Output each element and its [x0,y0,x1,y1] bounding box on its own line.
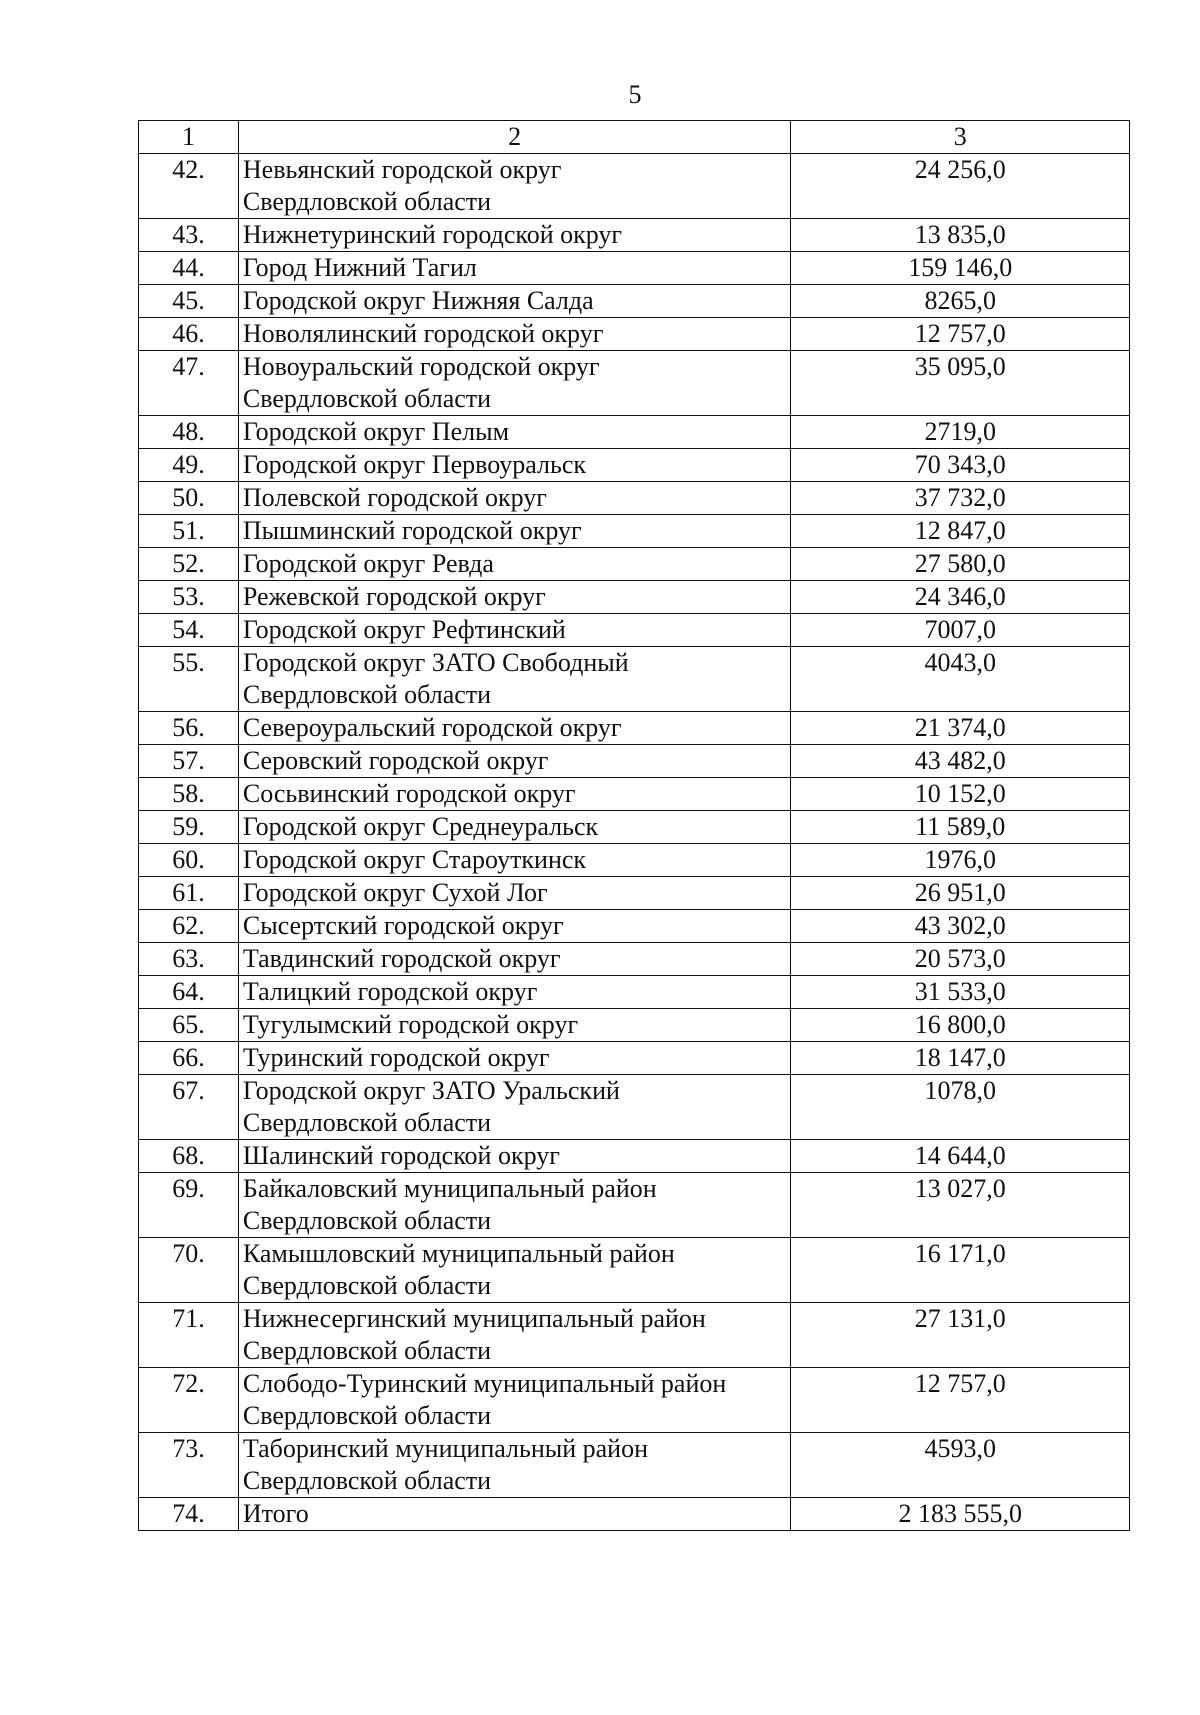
row-name-cell: Городской округ Рефтинский [238,614,790,647]
row-value-cell: 35 095,0 [791,351,1130,416]
row-number-cell: 53. [139,581,239,614]
row-name-cell: Тавдинский городской округ [238,943,790,976]
row-name-cell: Шалинский городской округ [238,1140,790,1173]
row-number-cell: 51. [139,515,239,548]
row-name-cell: Городской округ Ревда [238,548,790,581]
row-value-cell: 13 835,0 [791,219,1130,252]
row-name-cell: Новоуральский городской округ Свердловской области [238,351,790,416]
table-row [139,1498,1130,1531]
row-name-cell: Городской округ ЗАТО Уральский Свердловской области [238,1075,790,1140]
row-number-cell: 58. [139,778,239,811]
row-value-cell: 27 131,0 [791,1303,1130,1368]
column-header-name: 2 [238,121,790,154]
row-number-cell: 45. [139,285,239,318]
row-name-cell: Тугулымский городской округ [238,1009,790,1042]
row-value-cell: 4593,0 [791,1433,1130,1498]
row-name-cell: Новолялинский городской округ [238,318,790,351]
table-row [139,614,1130,647]
row-name-cell: Полевской городской округ [238,482,790,515]
row-name-cell: Нижнесергинский муниципальный район Свердловской области [238,1303,790,1368]
table-row [139,351,1130,416]
row-value-cell: 26 951,0 [791,877,1130,910]
row-name-cell: Североуральский городской округ [238,712,790,745]
row-name-cell: Серовский городской округ [238,745,790,778]
table-row [139,318,1130,351]
table-row [139,877,1130,910]
table-row [139,1042,1130,1075]
row-number-cell: 61. [139,877,239,910]
table-row [139,647,1130,712]
row-name-cell: Городской округ ЗАТО Свободный Свердловской области [238,647,790,712]
table-row [139,285,1130,318]
row-number-cell: 60. [139,844,239,877]
row-number-cell: 52. [139,548,239,581]
row-number-cell: 74. [139,1498,239,1531]
row-number-cell: 47. [139,351,239,416]
row-name-cell: Слободо-Туринский муниципальный район Свердловской области [238,1368,790,1433]
row-number-cell: 62. [139,910,239,943]
row-value-cell: 12 757,0 [791,318,1130,351]
row-value-cell: 18 147,0 [791,1042,1130,1075]
row-number-cell: 63. [139,943,239,976]
row-name-cell: Городской округ Староуткинск [238,844,790,877]
row-value-cell: 2 183 555,0 [791,1498,1130,1531]
table-row [139,581,1130,614]
row-number-cell: 73. [139,1433,239,1498]
row-name-cell: Городской округ Нижняя Салда [238,285,790,318]
row-value-cell: 24 346,0 [791,581,1130,614]
row-name-cell: Итого [238,1498,790,1531]
row-value-cell: 14 644,0 [791,1140,1130,1173]
row-number-cell: 50. [139,482,239,515]
table-row [139,1140,1130,1173]
row-name-cell: Городской округ Сухой Лог [238,877,790,910]
row-name-cell: Байкаловский муниципальный район Свердловской области [238,1173,790,1238]
row-value-cell: 1078,0 [791,1075,1130,1140]
row-number-cell: 44. [139,252,239,285]
column-header-number: 1 [139,121,239,154]
row-value-cell: 43 482,0 [791,745,1130,778]
row-value-cell: 43 302,0 [791,910,1130,943]
row-value-cell: 12 757,0 [791,1368,1130,1433]
table-body [139,154,1130,1531]
row-value-cell: 7007,0 [791,614,1130,647]
row-number-cell: 48. [139,416,239,449]
row-number-cell: 69. [139,1173,239,1238]
row-name-cell: Городской округ Первоуральск [238,449,790,482]
row-number-cell: 66. [139,1042,239,1075]
row-value-cell: 16 171,0 [791,1238,1130,1303]
row-name-cell: Талицкий городской округ [238,976,790,1009]
row-value-cell: 21 374,0 [791,712,1130,745]
table-row [139,745,1130,778]
row-name-cell: Сысертский городской округ [238,910,790,943]
row-name-cell: Туринский городской округ [238,1042,790,1075]
table-row [139,844,1130,877]
row-number-cell: 70. [139,1238,239,1303]
row-name-cell: Пышминский городской округ [238,515,790,548]
row-name-cell: Невьянский городской округ Свердловской области [238,154,790,219]
row-value-cell: 70 343,0 [791,449,1130,482]
table-row [139,154,1130,219]
row-value-cell: 1976,0 [791,844,1130,877]
row-number-cell: 56. [139,712,239,745]
row-value-cell: 24 256,0 [791,154,1130,219]
row-value-cell: 31 533,0 [791,976,1130,1009]
table-row [139,252,1130,285]
table-row [139,976,1130,1009]
table-row [139,1238,1130,1303]
row-number-cell: 57. [139,745,239,778]
table-row [139,1075,1130,1140]
row-value-cell: 4043,0 [791,647,1130,712]
row-value-cell: 37 732,0 [791,482,1130,515]
row-value-cell: 20 573,0 [791,943,1130,976]
table-row [139,811,1130,844]
table-row [139,482,1130,515]
row-value-cell: 11 589,0 [791,811,1130,844]
row-value-cell: 10 152,0 [791,778,1130,811]
table-row [139,1433,1130,1498]
row-value-cell: 2719,0 [791,416,1130,449]
row-name-cell: Камышловский муниципальный район Свердловской области [238,1238,790,1303]
row-value-cell: 27 580,0 [791,548,1130,581]
table-row [139,219,1130,252]
row-number-cell: 46. [139,318,239,351]
table-header-row [139,121,1130,154]
table-row [139,778,1130,811]
table-row [139,1368,1130,1433]
row-number-cell: 42. [139,154,239,219]
table-row [139,548,1130,581]
row-number-cell: 55. [139,647,239,712]
row-number-cell: 54. [139,614,239,647]
row-number-cell: 43. [139,219,239,252]
table-row [139,1303,1130,1368]
table-row [139,712,1130,745]
table-row [139,1173,1130,1238]
table-row [139,910,1130,943]
row-name-cell: Городской округ Пелым [238,416,790,449]
row-name-cell: Нижнетуринский городской округ [238,219,790,252]
row-number-cell: 65. [139,1009,239,1042]
table-row [139,515,1130,548]
row-number-cell: 67. [139,1075,239,1140]
row-value-cell: 12 847,0 [791,515,1130,548]
row-number-cell: 68. [139,1140,239,1173]
row-name-cell: Таборинский муниципальный район Свердловской области [238,1433,790,1498]
row-number-cell: 64. [139,976,239,1009]
table-row [139,416,1130,449]
table-row [139,1009,1130,1042]
row-number-cell: 72. [139,1368,239,1433]
table-row [139,943,1130,976]
row-name-cell: Сосьвинский городской округ [238,778,790,811]
allocation-table [138,120,1130,1531]
row-number-cell: 49. [139,449,239,482]
table-row [139,449,1130,482]
row-value-cell: 8265,0 [791,285,1130,318]
row-number-cell: 71. [139,1303,239,1368]
page-number: 5 [628,80,642,109]
row-name-cell: Городской округ Среднеуральск [238,811,790,844]
row-value-cell: 13 027,0 [791,1173,1130,1238]
row-number-cell: 59. [139,811,239,844]
row-value-cell: 16 800,0 [791,1009,1130,1042]
row-value-cell: 159 146,0 [791,252,1130,285]
column-header-value: 3 [791,121,1130,154]
row-name-cell: Режевской городской округ [238,581,790,614]
row-name-cell: Город Нижний Тагил [238,252,790,285]
